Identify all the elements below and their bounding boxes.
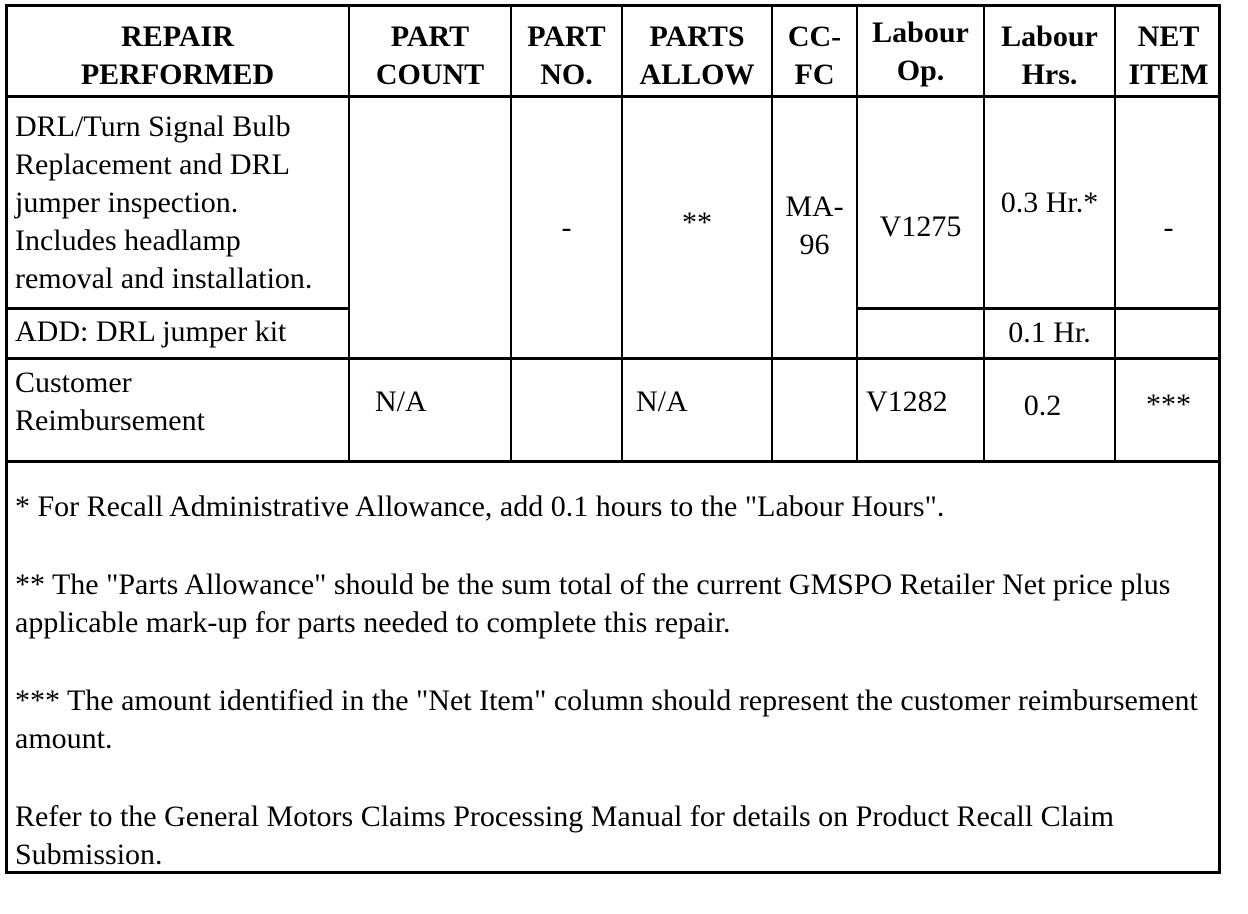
header-parts-allow-line2: ALLOW xyxy=(639,58,755,91)
header-part-no xyxy=(512,18,621,94)
row1-net-item: - xyxy=(1163,211,1174,244)
row1-parts-allow: ** xyxy=(682,206,712,239)
footnote-net-item: *** The amount identified in the "Net Item" column should represent the customer reimbursement amount. xyxy=(15,684,1198,755)
row3-repair-performed xyxy=(15,364,350,440)
row3-part-count: N/A xyxy=(375,385,427,418)
row1-divider-a xyxy=(5,307,350,310)
row3-repair-line2: Reimbursement xyxy=(15,404,205,437)
footnote-parts-allowance: ** The "Parts Allowance" should be the sum total of the current GMSPO Retailer Net price plus applicable mark-up for parts needed to complete this repair. xyxy=(15,568,1171,639)
header-repair-performed xyxy=(5,18,350,94)
header-parts-allow-line1: PARTS xyxy=(649,20,745,53)
header-part-no-line1: PART xyxy=(527,20,606,53)
header-net-item-line2: ITEM xyxy=(1128,58,1209,91)
header-labour-hrs xyxy=(985,18,1114,94)
header-ccfc xyxy=(773,18,856,94)
header-repair-line2: PERFORMED xyxy=(80,58,275,91)
row3-parts-allow: N/A xyxy=(636,385,688,418)
header-labour-op xyxy=(858,14,983,90)
header-parts-allow xyxy=(623,18,771,94)
footnote-claims-manual: Refer to the General Motors Claims Processing Manual for details on Product Recall Claim Submission. xyxy=(15,800,1114,871)
header-labour-hrs-line1: Labour xyxy=(1001,20,1098,53)
row3-labour-op: V1282 xyxy=(866,385,948,418)
row3-repair-line1: Customer xyxy=(15,366,132,399)
row1-divider-b xyxy=(856,307,1221,310)
table-bottom-divider xyxy=(5,460,1221,463)
header-ccfc-line2: FC xyxy=(794,58,835,91)
row1-ccfc-line1: MA- xyxy=(785,190,844,223)
header-part-count xyxy=(350,18,510,94)
row2-labour-hrs: 0.1 Hr. xyxy=(1008,316,1091,349)
row3-labour-hrs: 0.2 xyxy=(1023,389,1062,422)
footnote-admin-allowance: * For Recall Administrative Allowance, add 0.1 hours to the "Labour Hours". xyxy=(15,490,945,523)
row1-part-no: - xyxy=(561,211,572,244)
row1-labour-hrs: 0.3 Hr.* xyxy=(1000,186,1099,219)
row1-repair-line4: Includes headlamp xyxy=(15,224,241,257)
header-net-item xyxy=(1116,18,1221,94)
row1-repair-line1: DRL/Turn Signal Bulb xyxy=(15,110,291,143)
row1-ccfc xyxy=(773,188,856,264)
row1-repair-line5: removal and installation. xyxy=(15,262,313,295)
row1-repair-line3: jumper inspection. xyxy=(15,186,239,219)
header-net-item-line1: NET xyxy=(1137,20,1200,53)
header-part-count-line2: COUNT xyxy=(375,58,485,91)
header-repair-line1: REPAIR xyxy=(121,20,234,53)
row2-divider xyxy=(5,357,1221,360)
header-labour-hrs-line2: Hrs. xyxy=(1021,58,1078,91)
row2-repair-performed: ADD: DRL jumper kit xyxy=(15,315,287,348)
header-labour-op-line2: Op. xyxy=(896,54,945,87)
row1-ccfc-line2: 96 xyxy=(799,228,830,261)
row1-repair-line2: Replacement and DRL xyxy=(15,148,290,181)
header-part-count-line1: PART xyxy=(390,20,470,53)
header-labour-op-line1: Labour xyxy=(872,16,969,49)
footnotes xyxy=(15,488,1205,914)
row1-labour-op: V1275 xyxy=(879,210,962,243)
row1-repair-performed xyxy=(15,108,350,298)
header-ccfc-line1: CC- xyxy=(787,20,842,53)
header-part-no-line2: NO. xyxy=(540,58,593,91)
header-divider xyxy=(5,95,1221,98)
row3-net-item: *** xyxy=(1146,388,1191,421)
